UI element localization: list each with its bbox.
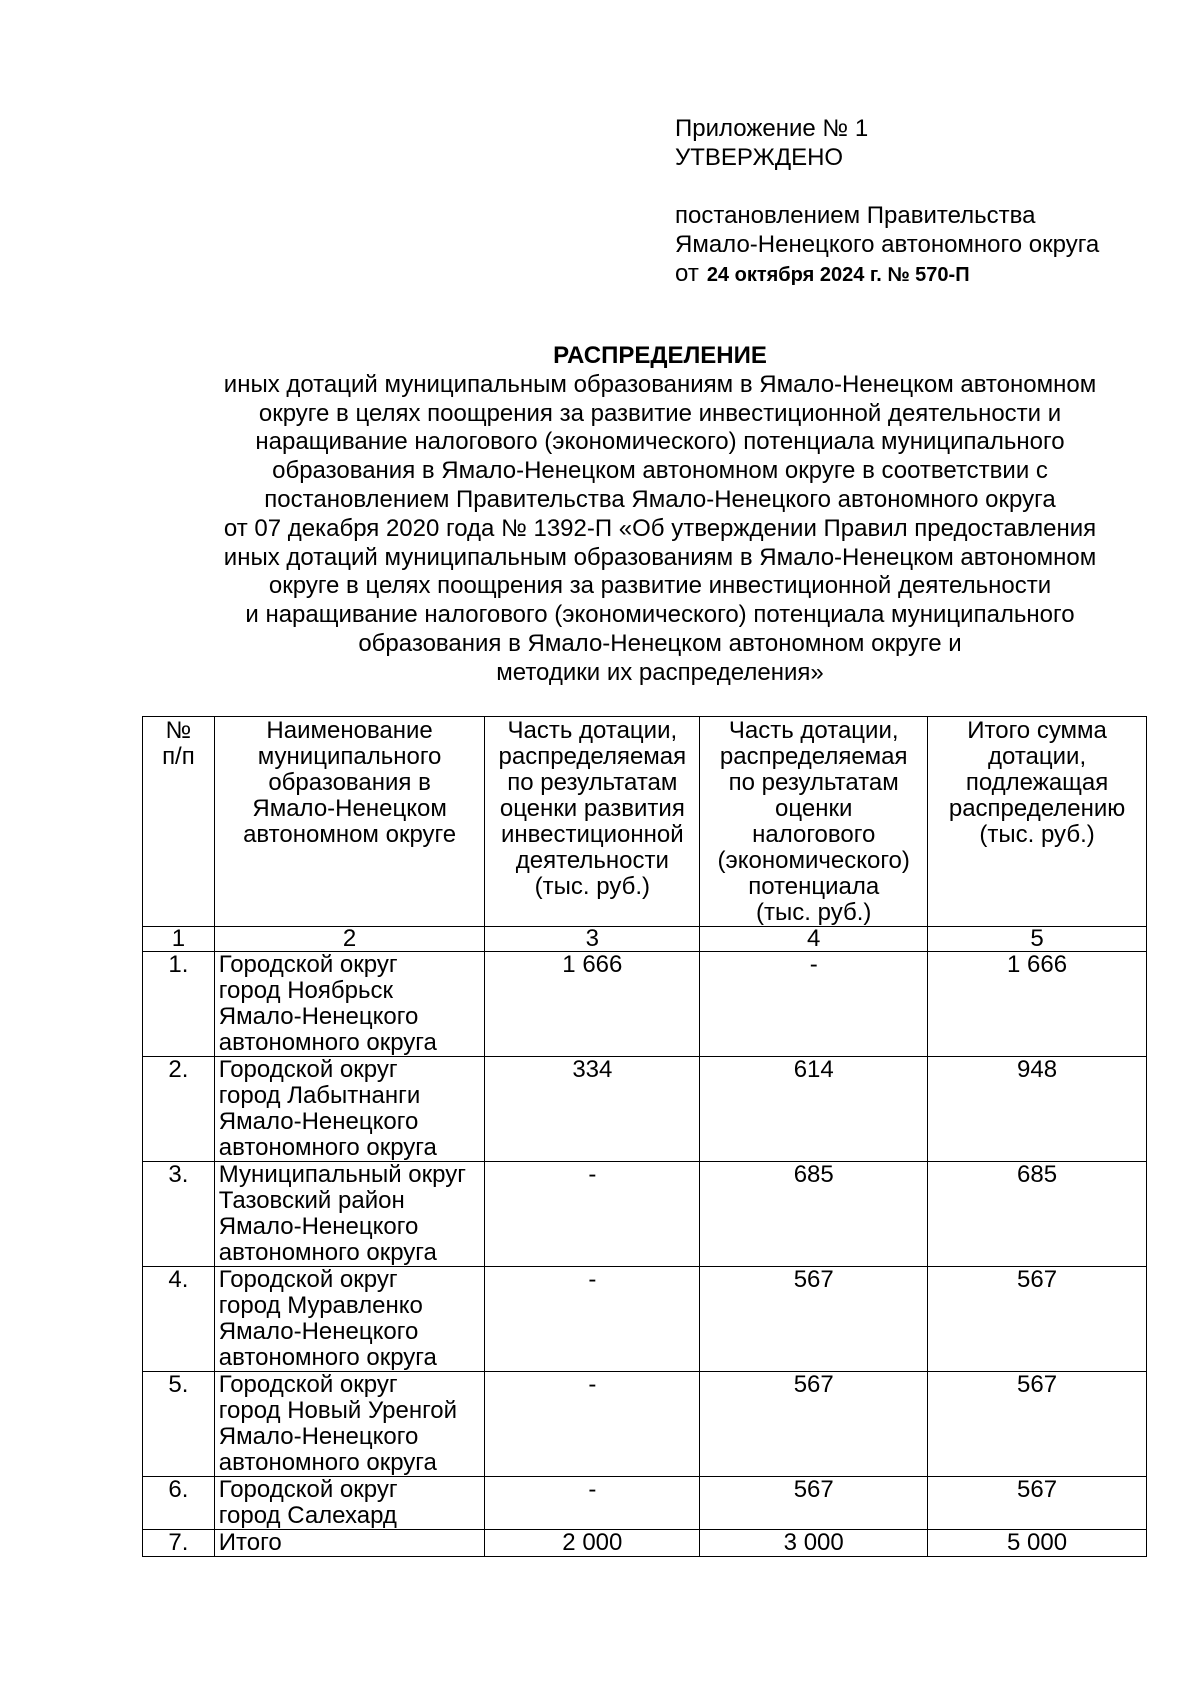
- investment-value: 334: [485, 1057, 700, 1162]
- approval-block: [675, 114, 1165, 290]
- municipality-name-line: Ямало-Ненецкого: [218, 1213, 419, 1240]
- column-header-line: по результатам: [728, 769, 899, 796]
- row-number: 5.: [143, 1372, 215, 1477]
- municipality-name-line: Ямало-Ненецкого: [218, 1423, 419, 1450]
- municipality-name-line: Городской округ: [218, 1371, 398, 1398]
- row-number: 2.: [143, 1057, 215, 1162]
- column-header-line: дотации,: [988, 743, 1087, 770]
- subtitle-line: образования в Ямало-Ненецком автономном округе и: [358, 629, 962, 657]
- municipality-name-line: Ямало-Ненецкого: [218, 1108, 419, 1135]
- column-number: 3: [485, 927, 700, 952]
- municipality-name: [214, 1477, 485, 1530]
- subtitle-line: и наращивание налогового (экономического) потенциала муниципального: [245, 601, 1075, 629]
- column-number-row: [143, 927, 1147, 952]
- column-header-line: распределению: [948, 795, 1126, 822]
- tax-value: 567: [700, 1477, 928, 1530]
- municipality-name: [214, 1162, 485, 1267]
- municipality-name: [214, 1267, 485, 1372]
- column-header-line: распределяемая: [498, 743, 687, 770]
- table-row: [143, 1530, 1147, 1557]
- total-value: 948: [928, 1057, 1147, 1162]
- subtitle-line: округе в целях поощрения за развитие инвестиционной деятельности и: [258, 399, 1062, 427]
- municipality-name: [214, 952, 485, 1057]
- tax-value: -: [700, 952, 928, 1057]
- municipality-name-line: город Лабытнанги: [218, 1082, 421, 1109]
- investment-value: -: [485, 1162, 700, 1267]
- municipality-name-line: Ямало-Ненецкого: [218, 1003, 419, 1030]
- total-value: 5 000: [928, 1530, 1147, 1557]
- total-value: 567: [928, 1372, 1147, 1477]
- column-header-line: образования в: [268, 769, 431, 796]
- municipality-name-line: Итого: [218, 1529, 282, 1556]
- column-header-line: подлежащая: [965, 769, 1109, 796]
- subtitle-line: образования в Ямало-Ненецком автономном округе в соответствии с: [272, 457, 1048, 485]
- subtitle-line: методики их распределения»: [496, 658, 824, 686]
- table-header-row: [143, 717, 1147, 927]
- row-number: 1.: [143, 952, 215, 1057]
- column-header-line: автономном округе: [243, 821, 457, 848]
- subtitle-line: постановлением Правительства Ямало-Ненецкого автономного округа: [264, 485, 1056, 513]
- tax-value: 567: [700, 1267, 928, 1372]
- tax-value: 567: [700, 1372, 928, 1477]
- date-value: 24 октября 2024 г. № 570-П: [706, 264, 970, 286]
- table-row: [143, 1477, 1147, 1530]
- municipality-name-line: Ямало-Ненецкого: [218, 1318, 419, 1345]
- table-row: [143, 1372, 1147, 1477]
- municipality-name-line: автономного округа: [218, 1239, 437, 1266]
- municipality-name-line: город Ноябрьск: [218, 977, 393, 1004]
- total-value: 685: [928, 1162, 1147, 1267]
- row-number: 6.: [143, 1477, 215, 1530]
- investment-value: -: [485, 1267, 700, 1372]
- tax-value: 685: [700, 1162, 928, 1267]
- column-header-line: (экономического): [717, 847, 910, 874]
- column-header-line: №: [165, 717, 192, 744]
- municipality-name: [214, 1057, 485, 1162]
- column-header-line: инвестиционной: [501, 821, 684, 848]
- subtitle-line: от 07 декабря 2020 года № 1392-П «Об утверждении Правил предоставления: [223, 514, 1097, 542]
- column-header-line: (тыс. руб.): [534, 873, 650, 900]
- municipality-name-line: автономного округа: [218, 1344, 437, 1371]
- column-header-line: Ямало-Ненецком: [252, 795, 447, 822]
- column-header: [928, 717, 1147, 927]
- municipality-name: [214, 1372, 485, 1477]
- municipality-name-line: Городской округ: [218, 1266, 398, 1293]
- municipality-name-line: автономного округа: [218, 1134, 437, 1161]
- column-number: 1: [143, 927, 215, 952]
- municipality-name-line: город Салехард: [218, 1502, 397, 1529]
- municipality-name-line: Городской округ: [218, 1056, 398, 1083]
- column-header-line: муниципального: [257, 743, 442, 770]
- municipality-name-line: автономного округа: [218, 1449, 437, 1476]
- municipality-name-line: Городской округ: [218, 951, 398, 978]
- column-header: [214, 717, 485, 927]
- investment-value: -: [485, 1372, 700, 1477]
- total-value: 567: [928, 1267, 1147, 1372]
- column-number: 5: [928, 927, 1147, 952]
- investment-value: 1 666: [485, 952, 700, 1057]
- column-header-line: распределяемая: [719, 743, 908, 770]
- municipality-name-line: Городской округ: [218, 1476, 398, 1503]
- column-header: [143, 717, 215, 927]
- column-header: [485, 717, 700, 927]
- investment-value: -: [485, 1477, 700, 1530]
- column-header-line: Итого сумма: [967, 717, 1107, 744]
- row-number: 7.: [143, 1530, 215, 1557]
- column-header-line: налогового: [752, 821, 876, 848]
- column-number: 4: [700, 927, 928, 952]
- subtitle-line: наращивание налогового (экономического) потенциала муниципального: [255, 428, 1065, 456]
- total-value: 1 666: [928, 952, 1147, 1057]
- tax-value: 614: [700, 1057, 928, 1162]
- table-row: [143, 1162, 1147, 1267]
- document-heading: [150, 342, 1170, 688]
- subtitle-line: иных дотаций муниципальным образованиям в Ямало-Ненецком автономном: [223, 543, 1097, 571]
- table-row: [143, 1057, 1147, 1162]
- subtitle-line: иных дотаций муниципальным образованиям в Ямало-Ненецком автономном: [223, 370, 1097, 398]
- column-header-line: оценки: [775, 795, 853, 822]
- municipality-name-line: автономного округа: [218, 1029, 437, 1056]
- column-header-line: (тыс. руб.): [756, 899, 872, 926]
- municipality-name-line: город Муравленко: [218, 1292, 423, 1319]
- date-prefix: от: [675, 260, 699, 287]
- approved-label: УТВЕРЖДЕНО: [675, 144, 844, 171]
- investment-value: 2 000: [485, 1530, 700, 1557]
- column-header-line: оценки развития: [499, 795, 685, 822]
- document-title: РАСПРЕДЕЛЕНИЕ: [553, 342, 767, 369]
- table-row: [143, 1267, 1147, 1372]
- approval-line-2: Ямало-Ненецкого автономного округа: [675, 231, 1100, 258]
- column-header-line: Наименование: [266, 717, 433, 744]
- column-header: [700, 717, 928, 927]
- column-header-line: (тыс. руб.): [979, 821, 1095, 848]
- appendix-label: Приложение № 1: [675, 115, 869, 142]
- approval-line-1: постановлением Правительства: [675, 202, 1036, 229]
- row-number: 4.: [143, 1267, 215, 1372]
- column-header-line: по результатам: [507, 769, 678, 796]
- column-header-line: потенциала: [748, 873, 880, 900]
- distribution-table: [142, 716, 1147, 1557]
- column-number: 2: [214, 927, 485, 952]
- column-header-line: Часть дотации,: [507, 717, 678, 744]
- subtitle-line: округе в целях поощрения за развитие инвестиционной деятельности: [268, 572, 1052, 600]
- tax-value: 3 000: [700, 1530, 928, 1557]
- column-header-line: п/п: [162, 743, 195, 770]
- municipality-name-line: Тазовский район: [218, 1187, 405, 1214]
- total-value: 567: [928, 1477, 1147, 1530]
- municipality-name-line: город Новый Уренгой: [218, 1397, 458, 1424]
- document-subtitle: [150, 371, 1170, 688]
- row-number: 3.: [143, 1162, 215, 1267]
- column-header-line: Часть дотации,: [728, 717, 899, 744]
- column-header-line: деятельности: [515, 847, 669, 874]
- table-row: [143, 952, 1147, 1057]
- approval-date-line: [675, 259, 1165, 290]
- municipality-name-line: Муниципальный округ: [218, 1161, 466, 1188]
- municipality-name: [214, 1530, 485, 1557]
